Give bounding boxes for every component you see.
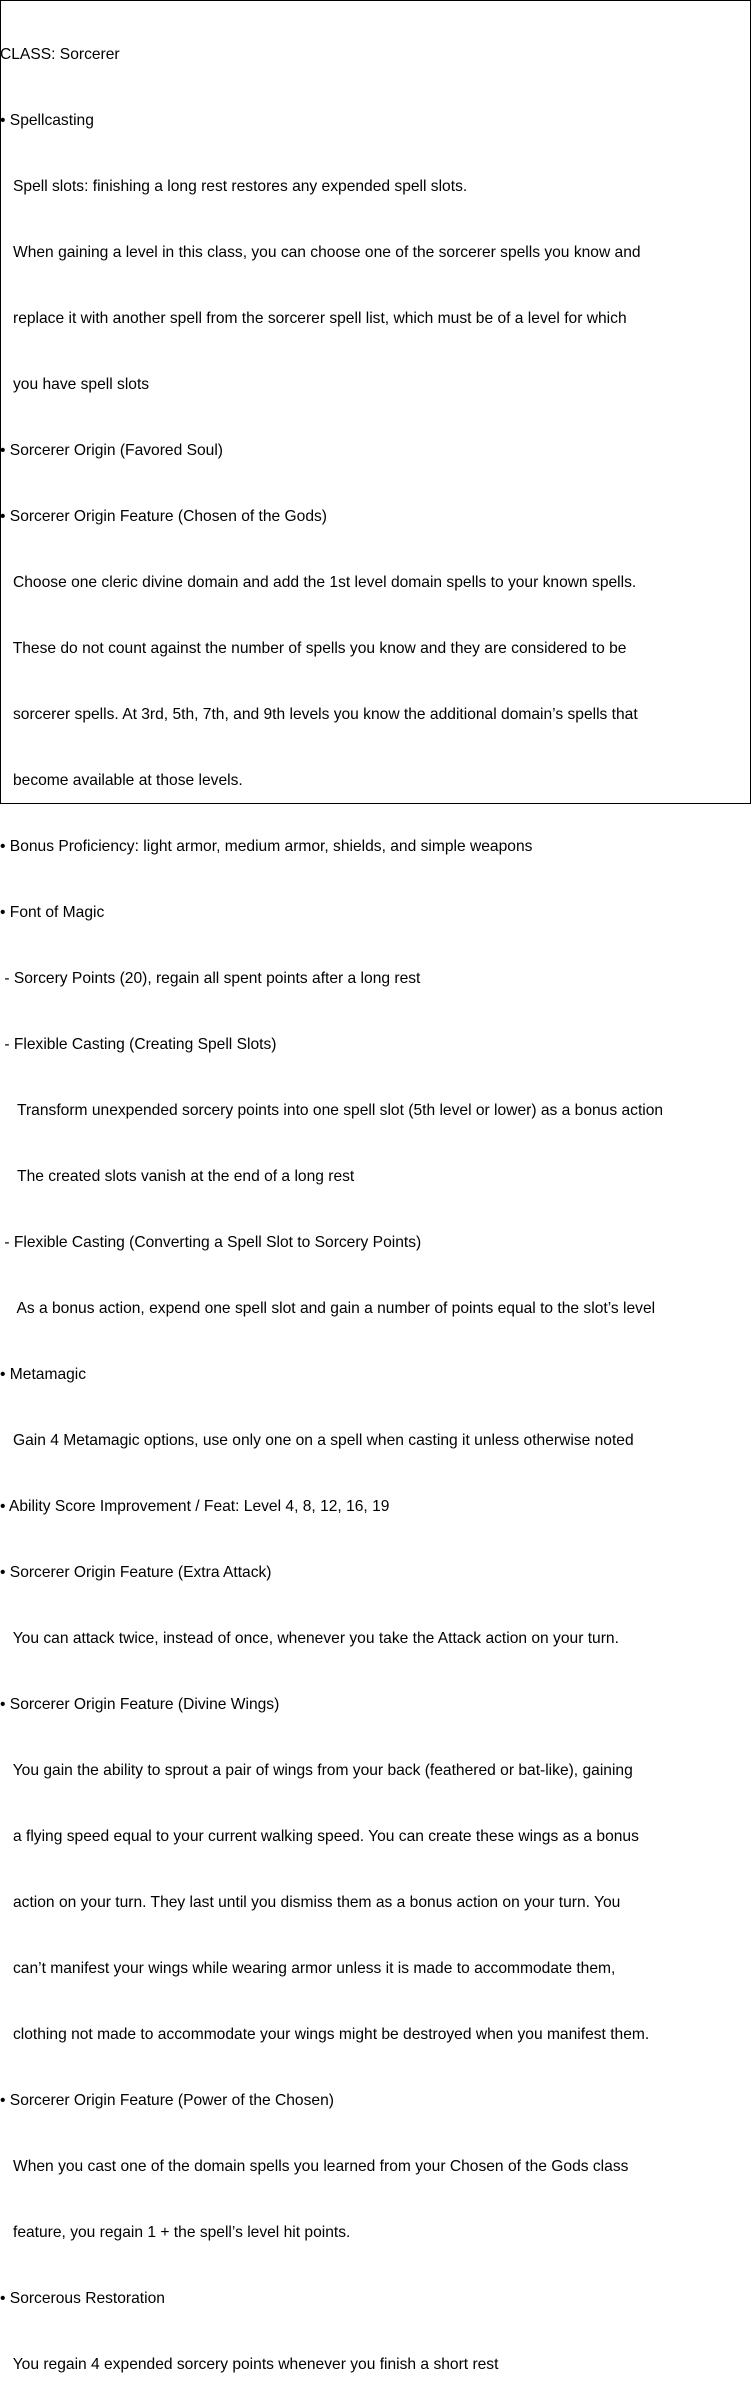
text-line: The created slots vanish at the end of a long rest (0, 1168, 355, 1185)
text-line: When gaining a level in this class, you can choose one of the sorcerer spells you know and (0, 244, 641, 261)
text-line: sorcerer spells. At 3rd, 5th, 7th, and 9th levels you know the additional domain’s spells that (0, 706, 638, 723)
feature-extra-attack: • Sorcerer Origin Feature (Extra Attack) (0, 1564, 272, 1581)
text-line: replace it with another spell from the sorcerer spell list, which must be of a level for which (0, 310, 627, 327)
text-line: As a bonus action, expend one spell slot and gain a number of points equal to the slot’s level (0, 1300, 656, 1317)
text-line: action on your turn. They last until you dismiss them as a bonus action on your turn. You (0, 1894, 621, 1911)
feature-sorcerer-origin: • Sorcerer Origin (Favored Soul) (0, 442, 223, 459)
text-line: Choose one cleric divine domain and add the 1st level domain spells to your known spells. (0, 574, 637, 591)
text-line: Gain 4 Metamagic options, use only one on a spell when casting it unless otherwise noted (0, 1432, 634, 1449)
text-line: You regain 4 expended sorcery points whenever you finish a short rest (0, 2356, 499, 2373)
subfeature-converting-spell-slot: - Flexible Casting (Converting a Spell Slot to Sorcery Points) (0, 1234, 422, 1251)
subfeature-creating-spell-slots: - Flexible Casting (Creating Spell Slots) (0, 1036, 277, 1053)
feature-ability-score-improvement: • Ability Score Improvement / Feat: Level 4, 8, 12, 16, 19 (0, 1498, 390, 1515)
feature-divine-wings: • Sorcerer Origin Feature (Divine Wings) (0, 1696, 280, 1713)
feature-sorcerous-restoration: • Sorcerous Restoration (0, 2290, 165, 2307)
text-line: clothing not made to accommodate your wings might be destroyed when you manifest them. (0, 2026, 650, 2043)
text-line: can’t manifest your wings while wearing armor unless it is made to accommodate them, (0, 1960, 616, 1977)
text-line: you have spell slots (0, 376, 150, 393)
text-line: feature, you regain 1 + the spell’s level hit points. (0, 2224, 351, 2241)
text-line: a flying speed equal to your current walking speed. You can create these wings as a bonus (0, 1828, 639, 1845)
text-line: become available at those levels. (0, 772, 243, 789)
feature-metamagic: • Metamagic (0, 1366, 87, 1383)
feature-bonus-proficiency: • Bonus Proficiency: light armor, medium armor, shields, and simple weapons (0, 838, 533, 855)
text-line: You gain the ability to sprout a pair of wings from your back (feathered or bat-like), gaining (0, 1762, 633, 1779)
subfeature-sorcery-points: - Sorcery Points (20), regain all spent points after a long rest (0, 970, 421, 987)
text-line: When you cast one of the domain spells you learned from your Chosen of the Gods class (0, 2158, 629, 2175)
class-title: CLASS: Sorcerer (0, 46, 120, 63)
feature-font-of-magic: • Font of Magic (0, 904, 105, 921)
feature-power-of-the-chosen: • Sorcerer Origin Feature (Power of the Chosen) (0, 2092, 334, 2109)
text-line: You can attack twice, instead of once, whenever you take the Attack action on your turn. (0, 1630, 619, 1647)
feature-chosen-of-the-gods: • Sorcerer Origin Feature (Chosen of the Gods) (0, 508, 328, 525)
feature-spellcasting: • Spellcasting (0, 112, 94, 129)
text-line: Spell slots: finishing a long rest restores any expended spell slots. (0, 178, 468, 195)
text-line: These do not count against the number of spells you know and they are considered to be (0, 640, 627, 657)
text-line: Transform unexpended sorcery points into one spell slot (5th level or lower) as a bonus action (0, 1102, 664, 1119)
